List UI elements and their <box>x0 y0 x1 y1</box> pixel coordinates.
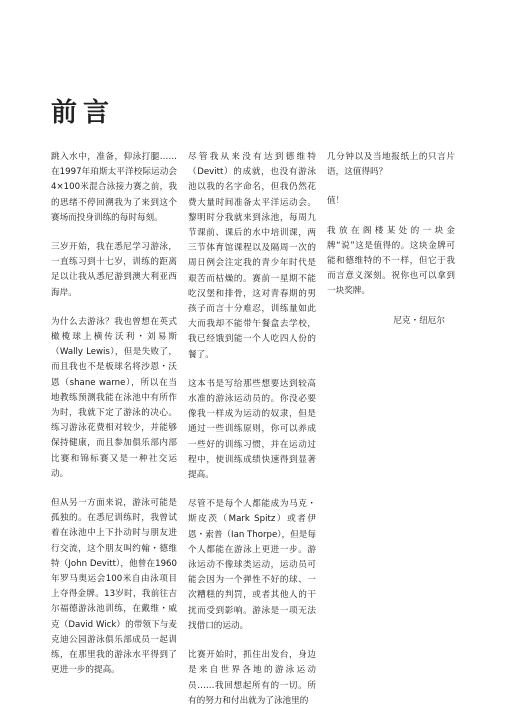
paragraph: 为什么去游泳？我也曾想在英式橄榄球上横传沃利・刘易斯（Wally Lewis），但是失败了，而且我也不是板球名将沙恩・沃恩（shane warne），所以在当地教练预测我能在泳池中有所作为时，我就下定了游泳的决心。练习游泳花费相对较少，并能够保持健康，而且参加俱乐部内部比赛和锦标赛又是一种社交运动。 <box>51 316 177 479</box>
author-signature: 尼克・纽厄尔 <box>393 315 445 326</box>
paragraph: 值！ <box>327 196 345 207</box>
paragraph: 但从另一方面来说，游泳可能是孤独的。在悉尼训练时，我曾试着在泳池中上下扑动时与朋友进行交流，这个朋友叫约翰・德维特（John Devitt），他曾在1960年罗马奥运会100米自由泳项目上夺得金牌。13岁时，我前往吉尔福德游泳池训练，在戴维・威克（David Wick）的带领下与麦克迪公园游泳俱乐部成员一起训练，在那里我的游泳水平得到了更进一步的提高。 <box>51 498 177 676</box>
paragraph: 比赛开始时，抓住出发台，身边是来自世界各地的游泳运动员……我回想起所有的一切。所有的努力和付出就为了泳池里的 <box>188 650 316 706</box>
column-1 <box>51 150 177 693</box>
paragraph: 我放在阁楼某处的一块金牌“说”这是值得的。这块金牌可能和德维特的不一样，但它于我而言意义深刻。祝你也可以拿到一块奖牌。 <box>327 225 455 297</box>
paragraph: 这本书是写给那些想要达到较高水准的游泳运动员的。你没必要像我一样成为运动的奴隶，但是通过一些训练原则，你可以养成一些好的训练习惯，并在运动过程中，使训练成绩快速得到显著提高。 <box>188 378 316 481</box>
paragraph: 尽管我从来没有达到德维特（Devitt）的成就，也没有游泳池以我的名字命名，但我仍然花费大量时间准备太平洋运动会。黎明时分我就来到泳池，每周九节课前、课后的水中培训课，两三节体育馆课程以及隔周一次的周日例会注定我的青少年时代是艰苦而枯燥的。赛前一星期不能吃汉堡和排骨，这对青春期的男孩子而言十分难忍，训练量如此大而我却不能带午餐盒去学校，我已经饿到能一个人吃四人份的餐了。 <box>188 152 316 360</box>
paragraph: 几分钟以及当地报纸上的只言片语，这值得吗？ <box>327 152 455 178</box>
column-3 <box>327 150 455 343</box>
paragraph: 尽管不是每个人都能成为马克・斯皮茨（Mark Spitz）或者伊恩・索普（Ian Thorpe），但是每个人都能在游泳上更进一步。游泳运动不像球类运动，运动员可能会因为一个弹性不好的球、一次糟糕的判罚，或者其他人的干扰而受到影响。游泳是一项无法找借口的运动。 <box>188 499 316 631</box>
page-title: 前言 <box>51 98 116 128</box>
column-2 <box>188 150 316 723</box>
paragraph: 三岁开始，我在悉尼学习游泳，一直练习到十七岁，训练的距离足以让我从悉尼游到澳大利亚西海岸。 <box>51 242 177 298</box>
paragraph: 跳入水中，准备，仰泳打腿……在1997年珀斯太平洋校际运动会4×100米混合泳接力赛之前，我的思绪不停回溯我为了来到这个赛场而投身训练的每时每刻。 <box>51 152 177 223</box>
